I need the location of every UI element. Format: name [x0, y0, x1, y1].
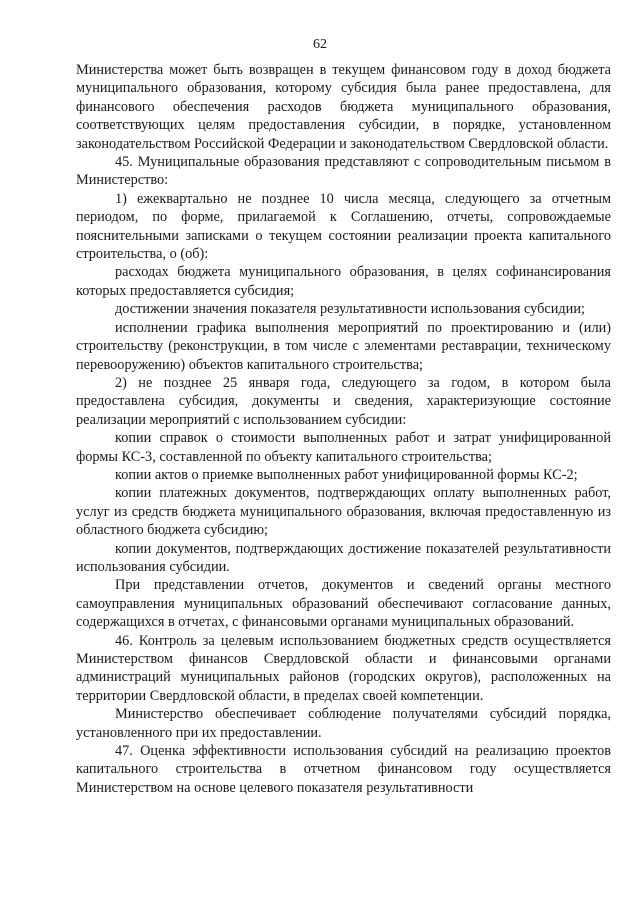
paragraph-ks3: копии справок о стоимости выполненных работ и затрат унифицированной формы КС-3, составленной по объекту капитального строительства;	[76, 430, 611, 465]
paragraph-coordination: При представлении отчетов, документов и сведений органы местного самоуправления муниципальных образований обеспечивают согласование данных, содержащихся в отчетах, с финансовыми органами муниципальных образований.	[76, 577, 611, 631]
paragraph-schedule: исполнении графика выполнения мероприятий по проектированию и (или) строительству (реконструкции, в том числе с элементами реставрации, техническому перевооружению) объектов капитального строительства;	[76, 319, 611, 373]
page-number: 62	[313, 37, 327, 52]
paragraph-item-47: 47. Оценка эффективности использования субсидий на реализацию проектов капитального строительства в отчетном финансовом году осуществляется Министерством на основе целевого показателя результативности	[76, 743, 611, 796]
paragraph-ks2: копии актов о приемке выполненных работ унифицированной формы КС-2;	[115, 466, 578, 483]
paragraph-subitem-1: 1) ежеквартально не позднее 10 числа месяца, следующего за отчетным периодом, по форме, прилагаемой к Соглашению, отчеты, сопровождаемые пояснительными записками о текущем состоянии реализации проекта капитального строительства, о (об):	[76, 190, 611, 263]
paragraph-expenses: расходах бюджета муниципального образования, в целях софинансирования которых предоставляется субсидия;	[76, 264, 611, 299]
paragraph-results: копии документов, подтверждающих достижение показателей результативности использования субсидии.	[76, 540, 611, 575]
paragraph-payments: копии платежных документов, подтверждающих оплату выполненных работ, услуг из средств бюджета муниципального образования, включая предоставленную из областного бюджета субсидию;	[76, 485, 611, 539]
paragraph-compliance: Министерство обеспечивает соблюдение получателями субсидий порядка, установленного при их предоставлении.	[76, 706, 611, 741]
paragraph-item-45: 45. Муниципальные образования представляют с сопроводительным письмом в Министерство:	[76, 154, 611, 189]
paragraph-continuation: Министерства может быть возвращен в текущем финансовом году в доход бюджета муниципального образования, которому субсидия была ранее предоставлена, для финансового обеспечения расходов бюджета муниципального образования, соответствующих целям предоставления субсидии, в порядке, установленном законодательством Российской Федерации и законодательством Свердловской области.	[76, 62, 611, 152]
paragraph-subitem-2: 2) не позднее 25 января года, следующего за годом, в котором была предоставлена субсидия, документы и сведения, характеризующие состояние реализации мероприятий с использованием субсидии:	[76, 374, 611, 428]
paragraph-indicator: достижении значения показателя результативности использования субсидии;	[115, 301, 585, 318]
paragraph-item-46: 46. Контроль за целевым использованием бюджетных средств осуществляется Министерством финансов Свердловской области и финансовыми органами администраций муниципальных районов (городских округов), расположенных на территории Свердловской области, в пределах своей компетенции.	[76, 632, 611, 704]
body-text	[76, 61, 611, 797]
